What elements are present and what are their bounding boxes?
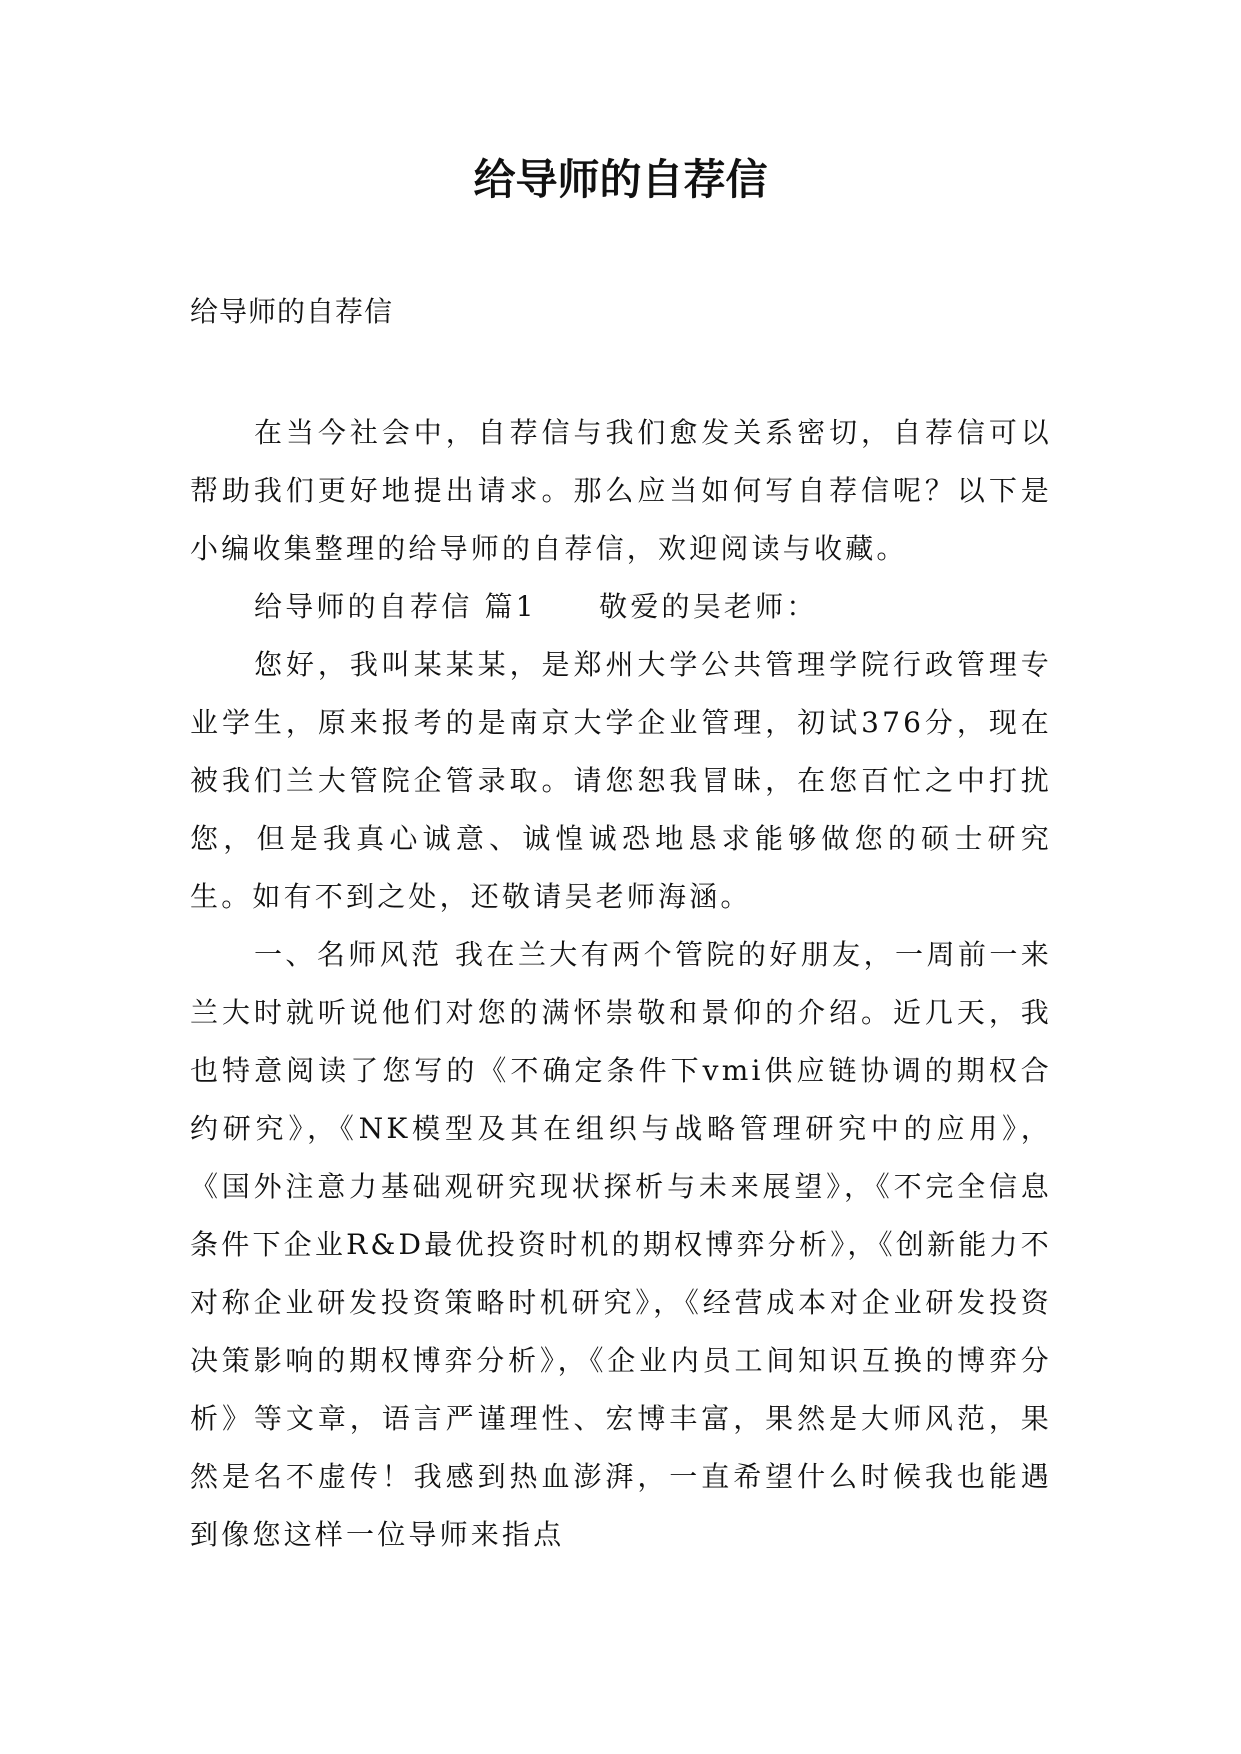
paragraph-heading-salutation: 给导师的自荐信 篇1 敬爱的吴老师：	[254, 590, 818, 623]
paragraph-section-one: 一、名师风范 我在兰大有两个管院的好朋友，一周前一来兰大时就听说他们对您的满怀崇敬和景仰的介绍。近几天，我也特意阅读了您写的《不确定条件下vmi供应链协调的期权合约研究》，《NK模型及其在组织与战略管理研究中的应用》，《国外注意力基础观研究现状探析与未来展望》，《不完全信息条件下企业R&D最优投资时机的期权博弈分析》，《创新能力不对称企业研发投资策略时机研究》，《经营成本对企业研发投资决策影响的期权博弈分析》，《企业内员工间知识互换的博弈分析》等文章，语言严谨理性、宏博丰富，果然是大师风范，果然是名不虚传！我感到热血澎湃，一直希望什么时候我也能遇到像您这样一位导师来指点	[190, 938, 1052, 1551]
document-body	[190, 404, 1052, 1564]
paragraph-intro: 在当今社会中，自荐信与我们愈发关系密切，自荐信可以帮助我们更好地提出请求。那么应当如何写自荐信呢？以下是小编收集整理的给导师的自荐信，欢迎阅读与收藏。	[190, 416, 1052, 565]
page-title: 给导师的自荐信	[473, 155, 768, 204]
document-subtitle: 给导师的自荐信	[190, 295, 394, 328]
paragraph-greeting: 您好，我叫某某某，是郑州大学公共管理学院行政管理专业学生，原来报考的是南京大学企业管理，初试376分，现在被我们兰大管院企管录取。请您恕我冒昧，在您百忙之中打扰您，但是我真心诚意、诚惶诚恐地恳求能够做您的硕士研究生。如有不到之处，还敬请吴老师海涵。	[190, 648, 1052, 913]
